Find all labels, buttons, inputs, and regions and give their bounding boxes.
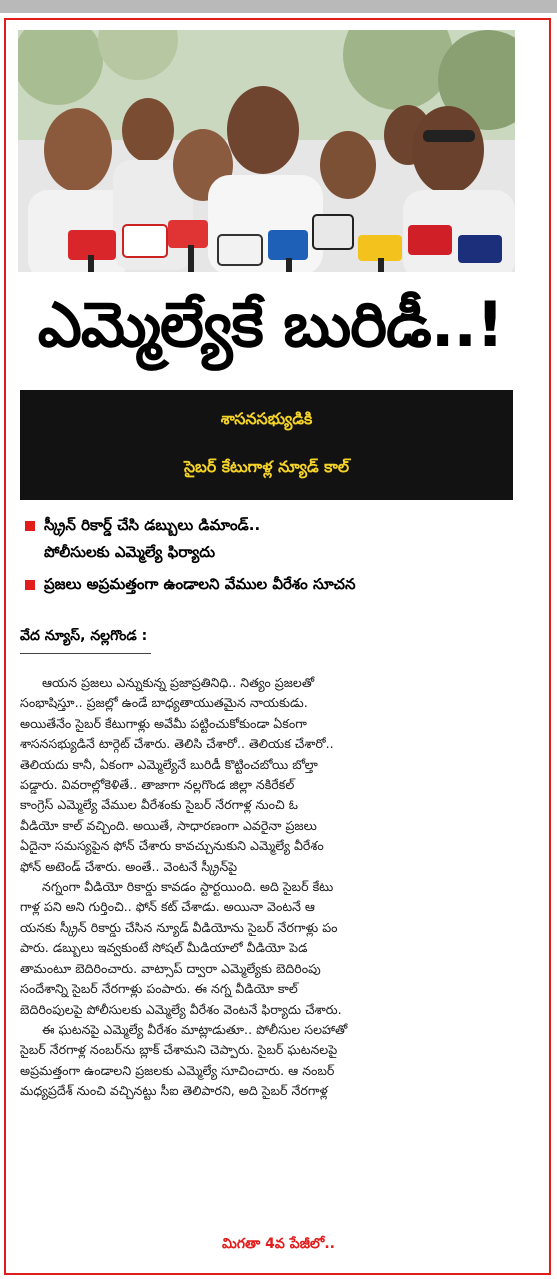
press-conference-photo (18, 30, 515, 272)
bullet-item (22, 512, 522, 539)
continued-on-page-note: మిగతా 4వ పేజీలో.. (222, 1236, 335, 1252)
article-line: పడ్డారు. వివరాల్లోకెళితే.. తాజాగా నల్లగొండ జిల్లా నకిరేకల్ (20, 777, 295, 793)
byline: వేద న్యూస్, నల్లగొండ : (20, 628, 151, 654)
article-line: సైబర్ నేరగాళ్ల నంబర్‌ను బ్లాక్ చేశామని చెప్పారు. సైబర్ ఘటనలపై (20, 1042, 338, 1058)
headline: ఎమ్మెల్యేకే బురిడీ..! (37, 288, 504, 361)
article-line: అయితేనేం సైబర్ కేటుగాళ్లు అవేమీ పట్టించుకోకుండా ఏకంగా (20, 715, 307, 731)
red-square-bullet-icon (25, 580, 35, 590)
bullet-item (22, 571, 522, 598)
article-body (20, 673, 520, 1102)
bullet-text: స్క్రీన్ రికార్డ్ చేసి డబ్బులు డిమాండ్.. (44, 516, 261, 534)
top-bar (0, 0, 557, 13)
article-line: తామంటూ బెదిరించారు. వాట్సాప్ ద్వారా ఎమ్మెల్యేకు బెదిరింపు (20, 960, 321, 976)
subheadline-box (20, 390, 513, 500)
article-line: కాంగ్రెస్ ఎమ్మెల్యే వేముల వీరేశంకు సైబర్ నేరగాళ్ల నుంచి ఓ (20, 797, 298, 813)
article-line: అప్రమత్తంగా ఉండాలని ప్రజలకు ఎమ్మెల్యే సూచించారు. ఆ నంబర్ (20, 1062, 335, 1078)
article-line: ఆయన ప్రజలు ఎన్నుకున్న ప్రజాప్రతినిధి.. నిత్యం ప్రజలతో (42, 675, 315, 690)
bullet-text: పోలీసులకు ఎమ్మెల్యే ఫిర్యాదు (44, 543, 216, 561)
news-photo (18, 30, 515, 272)
bullet-text: ప్రజలు అప్రమత్తంగా ఉండాలని వేముల వీరేశం సూచన (44, 575, 356, 593)
bullet-item-continuation (22, 539, 522, 566)
article-line: వీడియో కాల్ వచ్చింది. అయితే, సాధారణంగా ఎవరైనా ప్రజలు (20, 817, 317, 833)
article-line: ఈ ఘటనపై ఎమ్మెల్యే వీరేశం మాట్లాడుతూ.. పోలీసుల సలహాతో (42, 1021, 348, 1037)
bullet-list (22, 512, 522, 598)
article-line: సంభాషిస్తూ.. ప్రజల్లో ఉండే బాధ్యతాయుతమైన నాయకుడు. (20, 695, 308, 711)
article-line: సందేశాన్ని సైబర్ నేరగాళ్లు పంపారు. ఈ నగ్న వీడియో కాల్ (20, 981, 298, 997)
subheadline-line-1: శాసనసభ్యుడికి (220, 409, 313, 428)
article-line: నగ్నంగా వీడియో రికార్డు కావడం స్టార్టయింది. అది సైబర్ కేటు (42, 879, 334, 895)
article-line: పారు. డబ్బులు ఇవ్వకుంటే సోషల్ మీడియాలో వీడియో పెడ (20, 940, 308, 956)
article-line: శాసనసభ్యుడినే టార్గెట్ చేశారు. తెలిసి చేశారో.. తెలియక చేశారో.. (20, 736, 334, 752)
red-square-bullet-icon (25, 521, 35, 531)
article-line: గాళ్ల పని అని గుర్తించి.. ఫోన్ కట్ చేశాడు. అయినా వెంటనే ఆ (20, 899, 315, 915)
article-line: ఫోన్ అటెండ్ చేశారు. అంతే.. వెంటనే స్క్రీన్‌పై (20, 858, 238, 874)
subheadline-line-2: సైబర్ కేటుగాళ్ల న్యూడ్ కాల్ (183, 457, 350, 476)
article-line: యనకు స్క్రీన్ రికార్డు చేసిన న్యూడ్ వీడియోను సైబర్ నేరగాళ్లు పం (20, 919, 338, 935)
article-line: ఏదైనా సమస్యపైన ఫోన్ చేశారు కావచ్చునుకుని ఎమ్మెల్యే వీరేశం (20, 838, 324, 854)
article-line: మధ్యప్రదేశ్ నుంచి వచ్చినట్టు సీఐ తెలిపారని, అది సైబర్ నేరగాళ్ల (20, 1083, 328, 1099)
article-line: బెదిరింపులపై పోలీసులకు ఎమ్మెల్యే వీరేశం వెంటనే ఫిర్యాదు చేశారు. (20, 1001, 342, 1017)
article-line: తెలియదు కానీ, ఏకంగా ఎమ్మెల్యేనే బురిడీ కొట్టించబోయి బోల్తా (20, 756, 318, 772)
